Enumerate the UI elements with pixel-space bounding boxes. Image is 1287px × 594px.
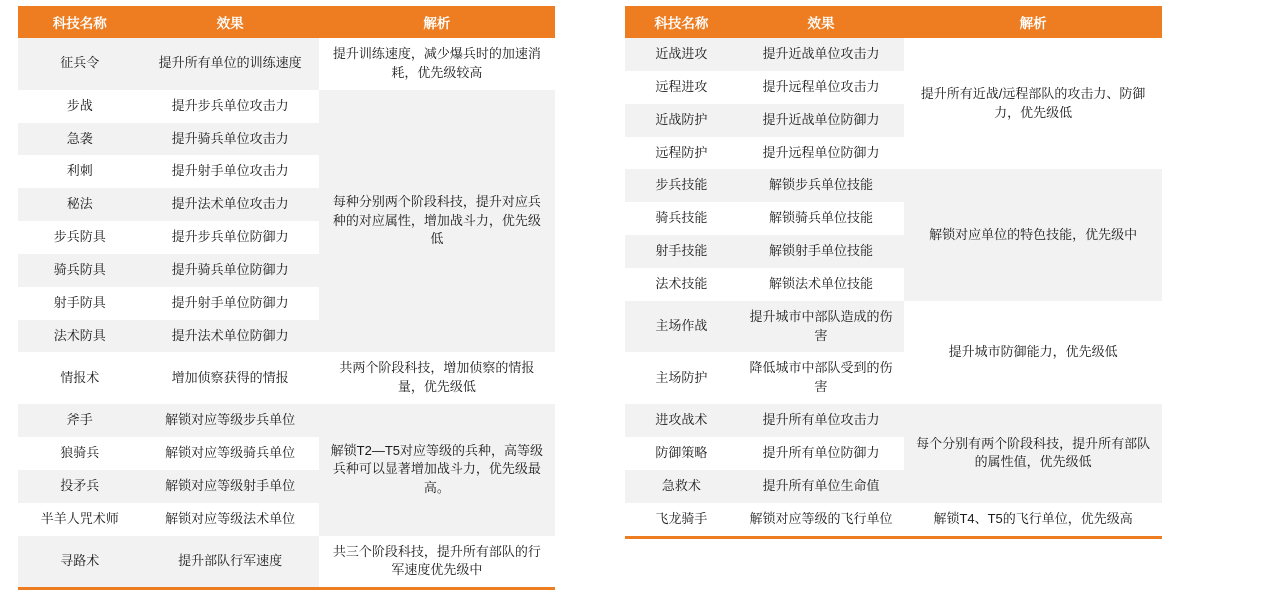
right-tech-name: 飞龙骑手 xyxy=(625,503,738,537)
right-tech-name: 法术技能 xyxy=(625,268,738,301)
right-tech-effect: 解锁法术单位技能 xyxy=(738,268,904,301)
table-row xyxy=(625,38,1162,71)
table-row xyxy=(625,404,1162,437)
left-tech-effect: 解锁对应等级法术单位 xyxy=(142,503,319,536)
left-tech-name: 投矛兵 xyxy=(18,470,142,503)
left-tech-description: 解锁T2—T5对应等级的兵种，高等级兵种可以显著增加战斗力，优先级最高。 xyxy=(319,404,555,535)
right-tech-name: 主场作战 xyxy=(625,301,738,353)
tech-table-left xyxy=(18,6,555,590)
right-tech-description: 提升城市防御能力，优先级低 xyxy=(904,301,1162,404)
left-tech-effect: 增加侦察获得的情报 xyxy=(142,352,319,404)
left-tech-name: 情报术 xyxy=(18,352,142,404)
left-tech-effect: 提升步兵单位攻击力 xyxy=(142,90,319,123)
right-tech-effect: 提升所有单位防御力 xyxy=(738,437,904,470)
right-tech-effect: 解锁对应等级的飞行单位 xyxy=(738,503,904,537)
left-tech-effect: 提升骑兵单位防御力 xyxy=(142,254,319,287)
right-tech-effect: 解锁射手单位技能 xyxy=(738,235,904,268)
table-row xyxy=(625,301,1162,353)
right-tech-name: 近战进攻 xyxy=(625,38,738,71)
left-header-name: 科技名称 xyxy=(18,6,142,38)
right-tech-effect: 提升远程单位防御力 xyxy=(738,137,904,170)
left-tech-name: 狼骑兵 xyxy=(18,437,142,470)
right-tech-effect: 提升近战单位攻击力 xyxy=(738,38,904,71)
left-tech-name: 秘法 xyxy=(18,188,142,221)
left-tech-name: 骑兵防具 xyxy=(18,254,142,287)
right-tech-name: 步兵技能 xyxy=(625,169,738,202)
left-tech-effect: 提升法术单位防御力 xyxy=(142,320,319,353)
table-row xyxy=(18,352,555,404)
right-tech-name: 防御策略 xyxy=(625,437,738,470)
left-tech-description: 共三个阶段科技，提升所有部队的行军速度优先级中 xyxy=(319,536,555,589)
right-tech-effect: 提升所有单位攻击力 xyxy=(738,404,904,437)
left-tech-effect: 解锁对应等级步兵单位 xyxy=(142,404,319,437)
left-tech-description: 每种分别两个阶段科技，提升对应兵种的对应属性，增加战斗力，优先级低 xyxy=(319,90,555,353)
left-table-head xyxy=(18,6,555,38)
left-tech-effect: 解锁对应等级射手单位 xyxy=(142,470,319,503)
table-row xyxy=(625,503,1162,537)
left-tech-name: 步兵防具 xyxy=(18,221,142,254)
left-table-body xyxy=(18,38,555,589)
left-tech-name: 寻路术 xyxy=(18,536,142,589)
table-row xyxy=(18,536,555,589)
left-tech-description: 共两个阶段科技，增加侦察的情报量，优先级低 xyxy=(319,352,555,404)
left-tech-name: 征兵令 xyxy=(18,38,142,90)
left-tech-effect: 提升射手单位防御力 xyxy=(142,287,319,320)
left-tech-name: 半羊人咒术师 xyxy=(18,503,142,536)
right-tech-effect: 提升远程单位攻击力 xyxy=(738,71,904,104)
right-tech-name: 远程进攻 xyxy=(625,71,738,104)
table-row xyxy=(18,90,555,123)
left-header-desc: 解析 xyxy=(319,6,555,38)
left-tech-name: 利刺 xyxy=(18,155,142,188)
right-tech-description: 提升所有近战/远程部队的攻击力、防御力，优先级低 xyxy=(904,38,1162,169)
table-row xyxy=(625,169,1162,202)
left-tech-effect: 提升法术单位攻击力 xyxy=(142,188,319,221)
right-table-body xyxy=(625,38,1162,537)
left-tech-name: 急袭 xyxy=(18,123,142,156)
left-tech-name: 法术防具 xyxy=(18,320,142,353)
right-header-desc: 解析 xyxy=(904,6,1162,38)
left-tech-description: 提升训练速度，减少爆兵时的加速消耗，优先级较高 xyxy=(319,38,555,90)
left-header-row xyxy=(18,6,555,38)
right-tech-effect: 解锁骑兵单位技能 xyxy=(738,202,904,235)
right-tech-name: 远程防护 xyxy=(625,137,738,170)
right-tech-effect: 提升近战单位防御力 xyxy=(738,104,904,137)
left-header-effect: 效果 xyxy=(142,6,319,38)
right-header-name: 科技名称 xyxy=(625,6,738,38)
table-row xyxy=(18,404,555,437)
left-tech-name: 斧手 xyxy=(18,404,142,437)
right-tech-effect: 降低城市中部队受到的伤害 xyxy=(738,352,904,404)
right-tech-effect: 提升所有单位生命值 xyxy=(738,470,904,503)
right-header-effect: 效果 xyxy=(738,6,904,38)
left-tech-name: 射手防具 xyxy=(18,287,142,320)
left-tech-effect: 提升所有单位的训练速度 xyxy=(142,38,319,90)
right-tech-name: 近战防护 xyxy=(625,104,738,137)
left-tech-effect: 提升部队行军速度 xyxy=(142,536,319,589)
right-tech-name: 射手技能 xyxy=(625,235,738,268)
right-tech-effect: 提升城市中部队造成的伤害 xyxy=(738,301,904,353)
right-tech-effect: 解锁步兵单位技能 xyxy=(738,169,904,202)
right-tech-name: 急救术 xyxy=(625,470,738,503)
right-header-row xyxy=(625,6,1162,38)
right-table-wrapper xyxy=(625,6,1162,590)
right-tech-description: 解锁T4、T5的飞行单位，优先级高 xyxy=(904,503,1162,537)
right-tech-description: 每个分别有两个阶段科技，提升所有部队的属性值，优先级低 xyxy=(904,404,1162,503)
right-table-head xyxy=(625,6,1162,38)
right-tech-description: 解锁对应单位的特色技能，优先级中 xyxy=(904,169,1162,300)
left-tech-effect: 解锁对应等级骑兵单位 xyxy=(142,437,319,470)
left-table-wrapper xyxy=(18,6,555,590)
left-tech-name: 步战 xyxy=(18,90,142,123)
right-tech-name: 骑兵技能 xyxy=(625,202,738,235)
left-tech-effect: 提升步兵单位防御力 xyxy=(142,221,319,254)
left-tech-effect: 提升骑兵单位攻击力 xyxy=(142,123,319,156)
tech-table-right xyxy=(625,6,1162,539)
right-tech-name: 进攻战术 xyxy=(625,404,738,437)
left-tech-effect: 提升射手单位攻击力 xyxy=(142,155,319,188)
table-row xyxy=(18,38,555,90)
right-tech-name: 主场防护 xyxy=(625,352,738,404)
